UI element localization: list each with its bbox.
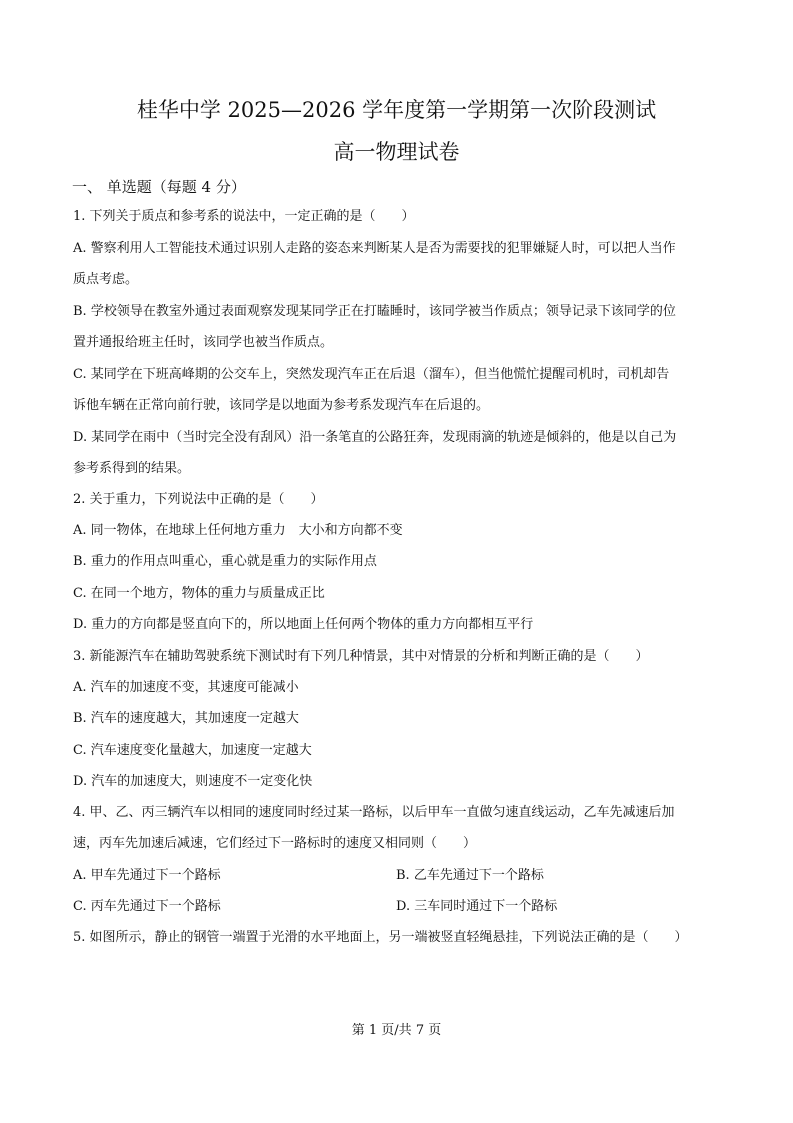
q2-option-c: C. 在同一个地方，物体的重力与质量成正比 [73, 586, 325, 601]
q4-option-c: C. 丙车先通过下一个路标 [73, 899, 221, 914]
q4-option-d: D. 三车同时通过下一个路标 [396, 899, 558, 914]
q2-option-a: A. 同一物体，在地球上任何地方重力 大小和方向都不变 [73, 523, 403, 538]
q2-option-b: B. 重力的作用点叫重心，重心就是重力的实际作用点 [73, 554, 377, 569]
q4-option-b: B. 乙车先通过下一个路标 [396, 868, 544, 883]
q3-stem: 3. 新能源汽车在辅助驾驶系统下测试时有下列几种情景，其中对情景的分析和判断正确的是（ ） [73, 649, 649, 664]
q3-option-a: A. 汽车的加速度不变，其速度可能减小 [73, 680, 299, 695]
q4-stem-cont: 速，丙车先加速后减速，它们经过下一路标时的速度又相同则（ ） [73, 836, 477, 851]
q2-option-d: D. 重力的方向都是竖直向下的，所以地面上任何两个物体的重力方向都相互平行 [73, 617, 534, 632]
q4-stem: 4. 甲、乙、丙三辆汽车以相同的速度同时经过某一路标，以后甲车一直做匀速直线运动，乙车先减速后加 [73, 805, 675, 820]
q3-option-c: C. 汽车速度变化量越大，加速度一定越大 [73, 743, 312, 758]
q3-option-d: D. 汽车的加速度大，则速度不一定变化快 [73, 774, 313, 789]
q1-option-b-cont: 置并通报给班主任时，该同学也被当作质点。 [73, 335, 334, 350]
q4-option-a: A. 甲车先通过下一个路标 [73, 868, 221, 883]
exam-title: 桂华中学 2025—2026 学年度第一学期第一次阶段测试 [136, 98, 657, 122]
q3-option-b: B. 汽车的速度越大，其加速度一定越大 [73, 711, 299, 726]
q1-stem: 1. 下列关于质点和参考系的说法中，一定正确的是（ ） [73, 209, 415, 224]
q2-stem: 2. 关于重力，下列说法中正确的是（ ） [73, 492, 324, 507]
q5-stem: 5. 如图所示，静止的钢管一端置于光滑的水平地面上，另一端被竖直轻绳悬挂，下列说法正确的是（ ） [73, 930, 688, 945]
q1-option-a-cont: 质点考虑。 [73, 272, 139, 287]
section-heading: 一、 单选题（每题 4 分） [72, 178, 246, 196]
q1-option-c-cont: 诉他车辆在正常向前行驶，该同学是以地面为参考系发现汽车在后退的。 [73, 398, 490, 413]
page-footer: 第 1 页/共 7 页 [351, 1023, 442, 1038]
q1-option-d: D. 某同学在雨中（当时完全没有刮风）沿一条笔直的公路狂奔，发现雨滴的轨迹是倾斜的，他是以自己为 [73, 430, 677, 445]
q1-option-a: A. 警察利用人工智能技术通过识别人走路的姿态来判断某人是否为需要找的犯罪嫌疑人时，可以把人当作 [73, 241, 676, 256]
q1-option-d-cont: 参考系得到的结果。 [73, 461, 191, 476]
q1-option-b: B. 学校领导在教室外通过表面观察发现某同学正在打瞌睡时，该同学被当作质点；领导记录下该同学的位 [73, 304, 676, 319]
exam-subtitle: 高一物理试卷 [333, 140, 460, 164]
q1-option-c: C. 某同学在下班高峰期的公交车上，突然发现汽车正在后退（溜车），但当他慌忙提醒司机时，司机却告 [73, 367, 670, 382]
